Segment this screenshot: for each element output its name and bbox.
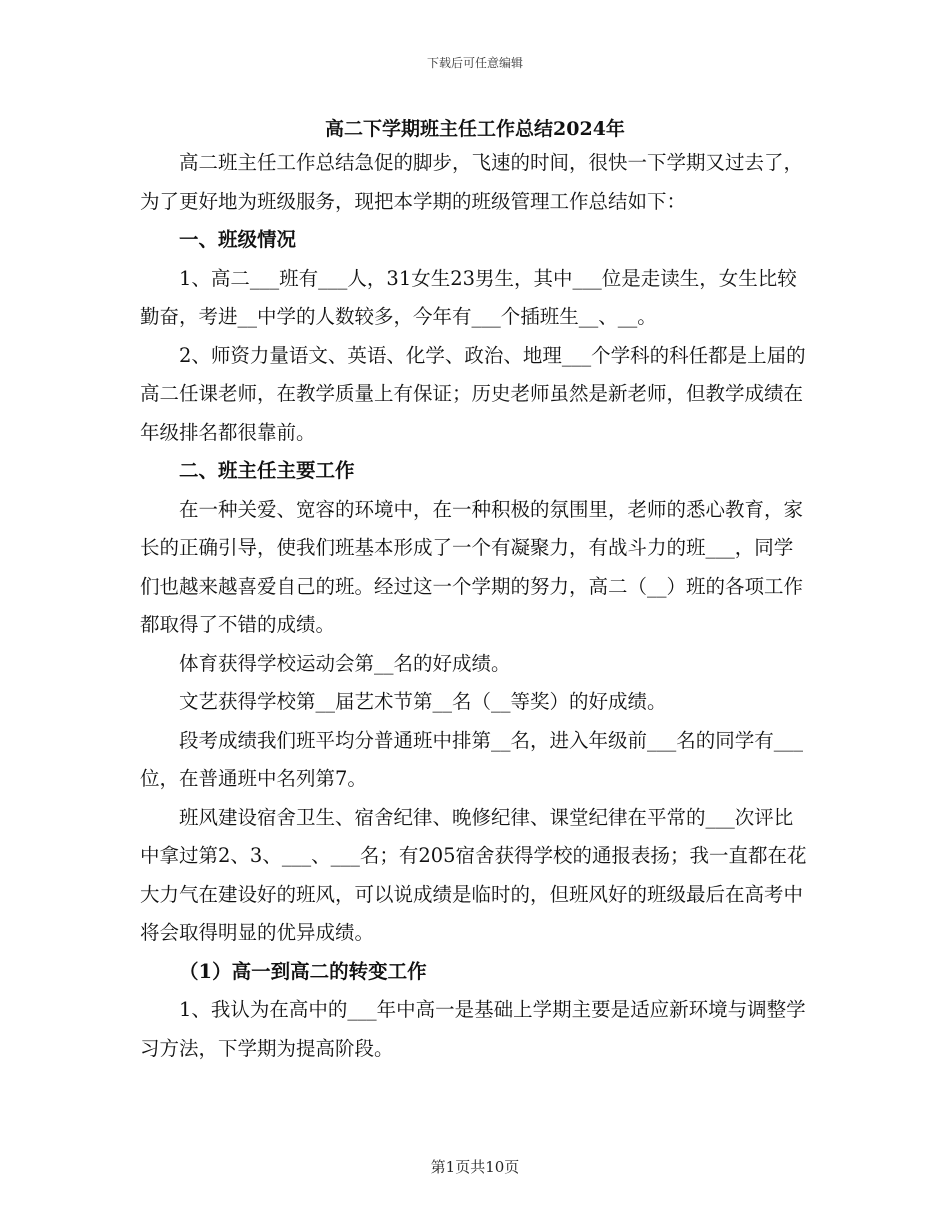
subsection-heading-transition: （1）高一到高二的转变工作 [179, 959, 427, 983]
paragraph-class-spirit: 班风建设宿舍卫生、宿舍纪律、晚修纪律、课堂纪律在平常的___次评比中拿过第2、3、___、___名；有205宿舍获得学校的通报表扬；我一直都在花大力气在建设好的班风，可以说成绩是临时的，但班风好的班级最后在高考中将会取得明显的优异成绩。 [140, 805, 807, 944]
section-heading-main-work: 二、班主任主要工作 [179, 459, 355, 482]
page-header: 下载后可任意编辑 [426, 56, 523, 70]
paragraph-exams: 段考成绩我们班平均分普通班中排第__名，进入年级前___名的同学有___位，在普通班中名列第7。 [140, 728, 804, 790]
paragraph-atmosphere: 在一种关爱、宽容的环境中，在一种积极的氛围里，老师的悉心教育，家长的正确引导，使我们班基本形成了一个有凝聚力，有战斗力的班___，同学们也越来越喜爱自己的班。经过这一个学期的努力，高二（__）班的各项工作都取得了不错的成绩。 [140, 497, 804, 636]
document-title: 高二下学期班主任工作总结2024年 [325, 118, 625, 140]
document-body [140, 144, 812, 1068]
paragraph-arts: 文艺获得学校第__届艺术节第__名（__等奖）的好成绩。 [179, 690, 667, 713]
intro-paragraph: 高二班主任工作总结急促的脚步，飞速的时间，很快一下学期又过去了，为了更好地为班级服务，现把本学期的班级管理工作总结如下： [140, 151, 804, 213]
paragraph-class-size: 1、高二___班有___人，31女生23男生，其中___位是走读生，女生比较勤奋，考进__中学的人数较多，今年有___个插班生__、__。 [140, 266, 797, 328]
paragraph-teachers: 2、师资力量语文、英语、化学、政治、地理___个学科的科任都是上届的高二任课老师，在教学质量上有保证；历史老师虽然是新老师，但教学成绩在年级排名都很靠前。 [140, 343, 806, 444]
page-footer: 第1页共10页 [430, 1158, 520, 1176]
paragraph-sports: 体育获得学校运动会第__名的好成绩。 [179, 651, 511, 675]
section-heading-class-situation: 一、班级情况 [179, 228, 297, 251]
paragraph-transition: 1、我认为在高中的___年中高一是基础上学期主要是适应新环境与调整学习方法，下学期为提高阶段。 [140, 998, 806, 1060]
